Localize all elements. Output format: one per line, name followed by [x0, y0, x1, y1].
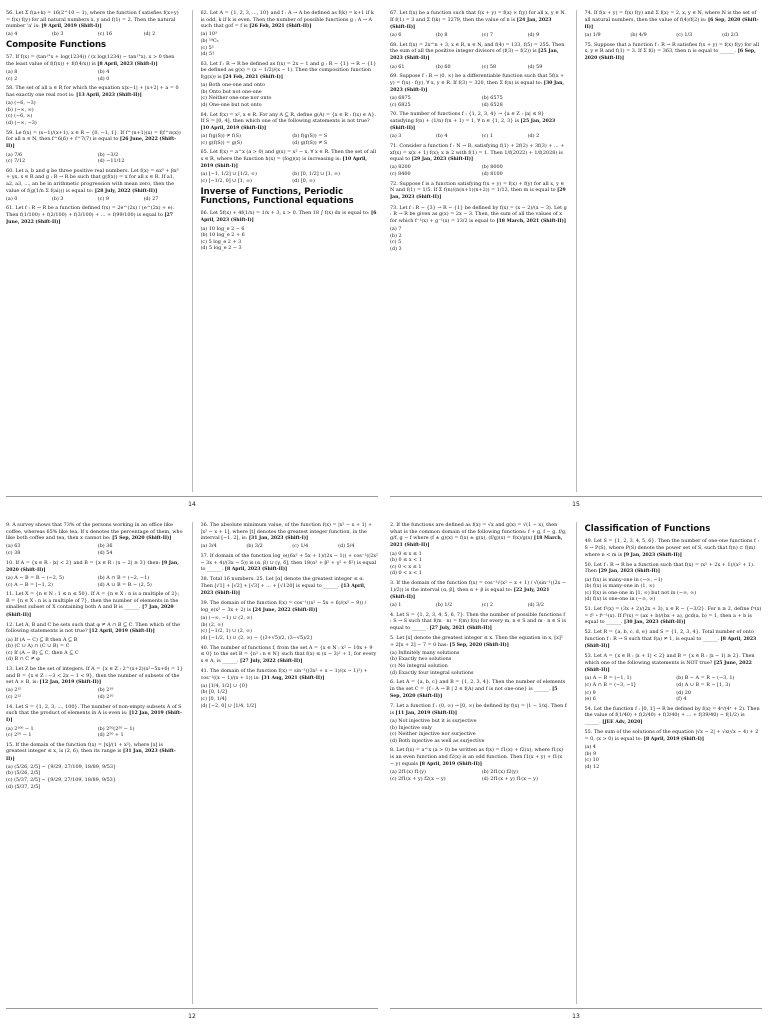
question-72: 72. Suppose f is a function satisfying f(x + y) = f(x) + f(y) for all x, y ∈ N and f(1) = 1/5. If Σ f(n)/(n(n+1)(n+2)) = 1/12, then m is equal to [29 Jan, 2023 (Shift-II)] — [390, 180, 566, 201]
question-9: 9. A survey shows that 73% of the persons working in an office like coffee, whereas 65% like tea. If x denotes the percentage of them, who like both coffee and tea, then x cannot be: [5 Sep, 2020 (Shift-II)] (a) 63 (b) 36 (c) 38 (d) 54 — [6, 522, 183, 557]
question-11: 11. Let X = {n ∈ N : 1 ≤ n ≤ 50}. If A = {n ∈ X : n is a multiple of 2}; B = {n ∈ X : n is a multiple of 7}, then the number of elements in the smallest subset of X containing both A and B is ______. [7 Jan, 2020 (Shift-II)] — [6, 591, 180, 618]
column-divider — [576, 522, 577, 1004]
question-14: 14. Let S = {1, 2, 3, ..., 100}. The number of non-empty subsets A of S such that the product of elements in A is even is: [12 Jan, 2019 (Shift-I)] (a) 2¹⁰⁰ − 1 (b) 2⁵⁰(2⁵⁰ − 1) (c) 2⁵⁰ − 1 (d) 2⁵⁰ + 1 — [6, 703, 182, 739]
page-13-col-1 — [390, 522, 568, 1004]
page-15-col-2 — [585, 10, 763, 492]
page-15-col-1 — [390, 10, 568, 492]
question-2: 2. If the functions are defined as f(x) = √x and g(x) = √(1 − x), then what is the common domain of the following functions: f + g, f − g, f/g, g/f, g − f where (f ± g)(x) = f(x) ± g(x), (f/g)(x) = f(x)/g(x) [18 March, 2021 (Shift-II)] (a) 0 ≤ x ≤ 1 (b) 0 ≤ x < 1 (c) 0 < x ≤ 1 (d) 0 < x < 1 — [390, 522, 567, 577]
question-55: 55. The sum of the solutions of the equation |√x − 2| + √x(√x − 4) + 2 = 0, (x > 0) is equal to: [8 April, 2019 (Shift-I)] (a) 4 (b) 9 (c) 10 (d) 12 — [584, 729, 759, 770]
footer-rule — [6, 496, 378, 497]
question-15: 15. If the domain of the function f(x) = [x]/(1 + x²), where [x] is greatest integer ≤ x, is (2, 6), then its range is [31 Jan, 2023 (Shift-II)] (a) (5/26, 2/5] − {9/29, 27/109, 18/89, 9/53} (b) (5/26, 2/5] (c) (5/37, 2/5] − {9/29, 27/109, 18/89, 9/53} (d) (5/37, 2/5] — [6, 741, 176, 790]
question-13: 13. Let Z be the set of integers. If A = {x ∈ Z : 2^(x+2)(x²−5x+6) = 1} and B = {x ∈ Z : −3 < 2x − 1 < 9}, then the number of subsets of the set A × B, is: [12 Jan, 2019 (Shift-II)] (a) 2¹⁵ (b) 2¹⁸ (c) 2¹² (d) 2¹⁰ — [6, 666, 183, 701]
question-6: 6. Let A = {a, b, c} and B = {1, 2, 3, 4}. Then the number of elements in the set C = {f : A → B | 2 ∈ f(A) and f is not one-one} is ______. [5 Sep, 2020 (Shift-II)] — [390, 679, 566, 700]
section-heading: Composite Functions — [6, 40, 107, 51]
question-50: 50. Let f : R → R be a function such that f(x) = (x² + 2x + 1)/(x² + 1). Then [29 Jan, 2023 (Shift-II)] (a) f(x) is many-one in (−∞, −1) (b) f(x) is many-one in (1, ∞) (c) f(x) is one-one in [1, ∞) but not in (−∞, ∞) (d) f(x) is one-one in (−∞, ∞) — [584, 561, 755, 603]
question-38: 38. Total 16 numbers. 25. Let [α] denote the greatest integer ≤ α. Then [√1] + [√2] + [√3] + ... + [√120] is equal to ______. [13 April, 2023 (Shift-II)] — [200, 576, 366, 597]
question-61: 61. Let f : R → R be a function defined f(x) = 2e^(2x) / (e^(2x) + e). Then f(1/100) + f(2/100) + f(3/100) + ... + f(99/100) is equal to [27 June, 2022 (Shift-II)] — [6, 205, 175, 226]
page-12-col-2 — [201, 522, 379, 1004]
question-66: 66. Let 5f(x) + 4f(1/x) = 1/x + 3, x > 0. Then 18 ∫ f(x) dx is equal to: [6 April, 2023 (Shift-I)] (a) 10 log_e 2 − 6 (b) 10 log_e 2 + 6 (c) 5 log_e 2 + 3 (d) 5 log_e 2 − 3 — [200, 210, 377, 252]
page-14-col-2 — [201, 10, 379, 492]
question-59: 59. Le f(x) = (x−1)/(x+1), x ∈ R − {0, −1, 1}. If f^(n+1)(x) = f(f^n(x)) for all n ∈ N, then f^6(6) + f^7(7) is equal to [26 June, 2022 (Shift-II)] (a) 7/6 (b) −3/2 (c) 7/12 (d) −11/12 — [6, 129, 181, 165]
page-13 — [384, 512, 768, 1024]
question-5: 5. Let [x] denote the greatest integer ≤ x. Then the equation in x, [x]² + 2[x + 2] − 7 = 0 has: [5 Sep, 2020 (Shift-II)] (a) Infinitely many solutions (b) Exactly two solutions (c) No integral solution (d) Exactly four integral solutions — [390, 635, 563, 676]
column-divider — [192, 10, 193, 492]
question-49: 49. Let S = {1, 2, 3, 4, 5, 6}. Then the number of one-one functions f : S → P(S), where P(S) denote the power set of S, such that f(n) ⊂ f(m) where n < m is [9 Jan, 2023 (Shift-II)] — [584, 538, 760, 558]
question-64: 64. Let f(x) = x², x ∈ R. For any A ⊆ R, define g(A) = {x ∈ R : f(x) ∈ A}. If S = [0, 4], then which one of the following statements is not true? [10 April, 2019 (Shift-II)] (a) f(g(S)) ≠ f(S) (b) f(g(S)) = S (c) g(f(S)) = g(S) (d) g(f(S)) ≠ S — [200, 111, 376, 146]
column-divider — [576, 10, 577, 492]
question-71: 71. Consider a function f : N → R, satisfying f(1) + 2f(2) + 3f(3) + ... + xf(x) = x(x + 1) f(x); x ≥ 2 with f(1) = 1. Then 1/f(2022) + 1/f(2028) is equal to [29 Jan, 2023 (Shift-II)] (a) 8200 (b) 8000 (c) 8400 (d) 8100 — [390, 142, 565, 177]
page-13-col-2 — [585, 522, 763, 1004]
page-12-col-1 — [6, 522, 184, 1004]
question-36: 36. The absolute minimum value, of the function f(x) = |x² − x + 1| + [x² − x + 1], where [t] denotes the greatest integer function, in the interval [−1, 2], is: [31 Jan, 2023 (Shift-I)] (a) 3/4 (b) 3/2 (c) 1/4 (d) 5/4 — [200, 522, 373, 550]
question-75: 75. Suppose that a function f : R → R satisfies f(x + y) = f(x) f(y) for all x, y ∈ R and f(1) = 3. If Σ f(i) = 363, then n is equal to ______. [6 Sep, 2020 (Shift-II)] — [584, 41, 760, 62]
question-40: 40. The number of functions f, from the set A = {x ∈ N : x² − 10x + 9 ≤ 0} to the set B = {n² : n ∈ N} such that f(x) ≤ (x − 3)² + 1, for every x ∈ A, is ______. [27 July, 2022 (Shift-II)] — [200, 644, 377, 664]
page-number: 14 — [188, 501, 196, 508]
question-52: 52. Let R = {a, b, c, d, e} and S = {1, 2, 3, 4}. Total number of onto function f : R → S such that f(a) ≠ 1, is equal to ______. [8 April, 2023 (Shift-II)] — [584, 629, 757, 650]
question-67: 67. Let f(x) be a function such that f(x + y) = f(x) × f(y) for all x, y ∈ N. If f(1) = 3 and Σ f(k) = 3279, then the value of n is [24 Jan, 2023 (Shift-II)] (a) 6 (b) 8 (c) 7 (d) 9 — [390, 10, 566, 38]
footer-rule — [390, 496, 762, 497]
question-74: 74. If f(x + y) = f(x) f(y) and Σ f(x) = 2, x, y ∈ N, where N is the set of all natural numbers, then the value of f(4)/f(2) is: [6 Sep, 2020 (Shift-II)] (a) 1/9 (b) 4/9 (c) 1/3 (d) 2/3 — [584, 10, 759, 38]
footer-rule — [390, 1008, 762, 1009]
question-10: 10. If A = {x ∈ R : |x| < 2} and B = {x ∈ R : |x − 2| ≥ 3} then: [9 Jan, 2020 (Shift-II)] (a) A − B = R − (−2, 5) (b) A ∩ B = (−2, −1) (c) A − B = [−1, 2) (d) A ∪ B = R − (2, 5) — [6, 559, 179, 588]
question-4: 4. Let S = {1, 2, 3, 4, 5, 6, 7}. Then the number of possible functions f : S → S such that f(m · n) = f(m) f(n) for every m, n ∈ S and m · n ∈ S is equal to ______. [27 July, 2021 (Shift-II)] — [390, 611, 567, 631]
question-41: 41. The domain of the function f(x) = sin⁻¹((3x² + x − 1)/(x − 1)²) + cos⁻¹((x − 1)/(x + 1)) is: [31 Aug, 2021 (Shift-II)] (a) [1/4, 1/2] ∪ {0} (b) [0, 1/2] (c) [0, 1/4] (d) [−2, 0] ∪ [1/4, 1/2] — [200, 668, 368, 709]
page-number: 13 — [572, 1013, 580, 1020]
page-14-col-1 — [6, 10, 184, 492]
question-62: 62. Let A = {1, 2, 3, ..., 10} and f : A → A be defined as f(k) = k+1 if k is odd, k if k is even. Then the number of possible functions g : A → A such that gof = f is [26 Feb, 2021 (Shift-II)] (a) 10³ (b) ¹⁰C₅ (c) 5⁵ (d) 5! — [200, 10, 374, 58]
page-number: 15 — [572, 501, 580, 508]
page-12 — [0, 512, 384, 1024]
question-3: 3. If the domain of the function f(x) = cos⁻¹√(x² − x + 1) / √(sin⁻¹((2x − 1)/2)) is the interval (α, β], then α + β is equal to: [22 July, 2021 (Shift-II)] (a) 1 (b) 1/2 (c) 2 (d) 3/2 — [390, 580, 567, 609]
question-73: 73. Let f : R − {3} → R − {1} be defined by f(x) = (x − 2)/(x − 3). Let g : R → R be given as g(x) = 2x − 3. Then, the sum of all the values of x for which f⁻¹(x) + g⁻¹(x) = 13/2 is equal to [18 March, 2021 (Shift-II)] (a) 7 (b) 2 (c) 5 (d) 3 — [390, 204, 567, 252]
question-56: 56. Let Σ f(a+k) = 16(2^10 − 1), where the function f satisfies f(x+y) = f(x) f(y) for all natural numbers x, y and f(1) = 2. Then the natural number 'a' is: [9 April, 2019 (Shift-I)] (a) 4 (b) 3 (c) 16 (d) 2 — [6, 10, 179, 38]
section-heading: Inverse of Functions, Periodic Functions, Functional equations — [200, 186, 354, 206]
question-63: 63. Let f : R → R be defined as f(x) = 2x − 1 and g : R − {1} → R − {1} be defined as g(x) = (x − 1/2)/(x − 1). Then the composition function f(g(x)) is [24 Feb, 2021 (Shift-I)] (a) Both one-one and onto (b) Onto but not one-one (c) Neither one-one nor onto (d) One-one but not onto — [200, 60, 377, 109]
question-60: 60. Let a, b and g be three positive real numbers. Let f(x) = αx⁵ + βx³ + γx, x ∈ R and g : R → R be such that g(f(x)) = x for all x ∈ R. If a1, a2, a3, ..., an be in arithmetic progression with mean zero, then the value of f(g(1/n Σ f(ai))) is equal to: [28 July, 2022 (Shift-II)] (a) 0 (b) 3 (c) 9 (d) 27 — [6, 167, 179, 202]
question-7: 7. Let a function f : (0, ∞) → [0, ∞) be defined by f(x) = |1 − 1/x|. Then f is [11 Jan, 2019 (Shift-II)] (a) Not injective but it is surjective (b) Injective only (c) Neither injective nor surjective (d) Both injective as well as surjective — [390, 703, 567, 744]
question-53: 53. Let A = {x ∈ R : |x + 1| < 2} and B = {x ∈ R : |x − 1| ≥ 2}. Then which one of the following statements is NOT true? [25 June, 2022 (Shift-II)] (a) A − B = (−1, 1) (b) B − A = R − (−3, 1) (c) A ∩ B = (−3, −1] (d) A ∪ B = R − [1, 3) (c) 9 (d) 20 (e) 6 (f) 4 — [584, 653, 755, 703]
footer-rule — [6, 1008, 378, 1009]
question-12: 12. Let A, B and C be sets such that φ ≠ A ∩ B ⊆ C. Then which of the following statements is not true? [12 April, 2019 (Shift-II)] (a) If (A − C) ⊆ B then A ⊆ B (b) (C ∪ A) ∩ (C ∪ B) = C (c) If (A − B) ⊆ C, then A ⊆ C (d) B ∩ C ≠ φ — [6, 621, 181, 663]
question-57: 57. If f(x) = (tan¹°x + log(1234)) / (x log(1234) − tan¹°x), x > 0 then the least value of f(f(x)) + f(f(4/x)) is [8 April, 2023 (Shift-I)] (a) 8 (b) 4 (c) 2 (d) 0 — [6, 54, 175, 82]
question-65: 65. Let f(x) = a^x (a > 0) and g(x) = x² − x, ∀ x ∈ R. Then the set of all x ∈ R, where the function h(x) = (fog)(x) is increasing is: [10 April, 2019 (Shift-I)] (a) [−1, 1/2] ∪ [1/2, ∞) (b) [0, 1/2] ∪ [1, ∞) (c) [−1/2, 0] ∪ [1, ∞) (d) [0, ∞) — [200, 149, 377, 184]
question-37: 37. If domain of the function log_e((6x² + 5x + 1)/(2x − 1)) + cos⁻¹((2x² − 3x + 4)/(3x − 5)) is (α, β) ∪ (γ, δ], then 18(α² + β² + γ² + δ²) is equal to ______. [8 April, 2023 (Shift-II)] — [200, 553, 378, 573]
question-69: 69. Suppose f : R → (0, ∞) be a differentiable function such that 5f(x + y) = f(x) · f(y), ∀ x, y ∈ R. If f(3) = 320, then Σ f(n) is equal to: [30 Jan, 2023 (Shift-I)] (a) 6875 (b) 6575 (c) 6825 (d) 6528 — [390, 73, 565, 108]
question-8: 8. Let f(x) = a^x (a > 0) be written as f(x) = f1(x) + f2(x), where f1(x) is an even function and f2(x) is an odd function. Then f1(x + y) + f1(x − y) equals [8 April, 2019 (Shift-II)] (a) 2f1(x) f1(y) (b) 2f1(x) f2(y) (c) 2f1(x + y) f2(x − y) (d) 2f1(x + y) f1(x − y) — [390, 747, 563, 782]
question-51: 51. Let f¹(x) = (3x + 2)/(2x + 3), x ∈ R − {−3/2}. For n ≥ 2, define fⁿ(x) = f¹ ∘ fⁿ⁻¹(x). If f⁵(x) = (ax + b)/(bx + a), gcd(a, b) = 1, then a + b is equal to ______. [30 Jan, 2023 (Shift-II)] — [584, 605, 762, 626]
question-39: 39. The domain of the function f(x) = cos⁻¹((x² − 5x + 6)/(x² − 9)) / log_e(x² − 3x + 2) is [24 June, 2022 (Shift-II)] (a) (−∞, −1) ∪ (2, ∞) (b) (2, ∞) (c) [−1/2, 1) ∪ (2, ∞) (d) [−1/2, 1) ∪ (2, ∞) − {(3+√5)/2, (3−√5)/2} — [200, 600, 367, 642]
page-14 — [0, 0, 384, 512]
section-heading: Classification of Functions — [584, 524, 711, 534]
question-54: 54. Let the function f : [0, 1] → R be defined by f(x) = 4ˣ/(4ˣ + 2). Then the value of f(1/40) + f(2/40) + f(3/40) + ... + f(39/40) − f(1/2) is ______. [JEE Adv, 2020] — [584, 705, 760, 726]
page-number: 12 — [188, 1013, 196, 1020]
question-70: 70. The number of functions f : {1, 2, 3, 4} → {a ∈ Z : |a| ≤ 8} satisfying f(n) + (1/n) f(n + 1) = 1, ∀ n ∈ {1, 2, 3} is [25 Jan, 2023 (Shift-II)] (a) 3 (b) 4 (c) 1 (d) 2 — [390, 111, 556, 140]
question-68: 68. Let f(x) = 2x^n + 3, x ∈ R, n ∈ N, and f(4) = 133, f(5) = 255. Then the sum of all the positive integer divisors of (f(3) − f(2)) is [25 Jan, 2023 (Shift-II)] (a) 61 (b) 60 (c) 58 (d) 59 — [390, 41, 565, 70]
question-58: 58. The set of all a ∈ R for which the equation x|x−1| + |x+2| + a = 0 has exactly one real root is: [13 April, 2023 (Shift-II)] (a) (−6, −3) (b) (−∞, ∞) (c) (−6, ∞) (d) (−∞, −3) — [6, 85, 179, 126]
page-15 — [384, 0, 768, 512]
column-divider — [192, 522, 193, 1004]
